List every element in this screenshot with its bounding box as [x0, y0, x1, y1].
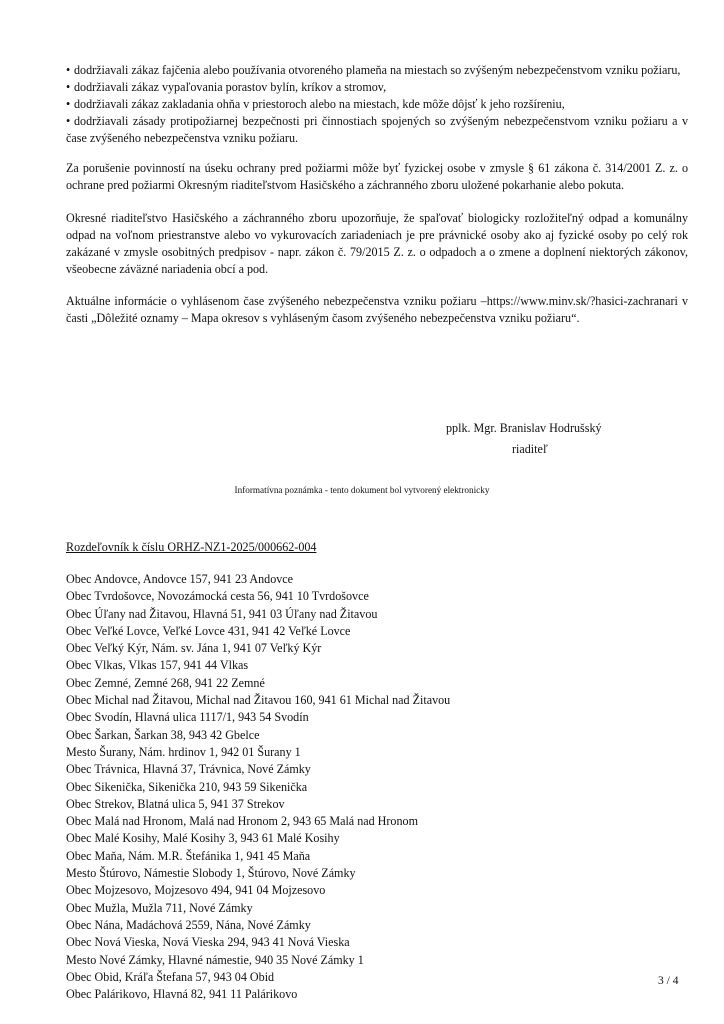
bullet-list — [66, 62, 688, 147]
list-item: Obec Mužla, Mužla 711, Nové Zámky — [66, 900, 253, 915]
warning-paragraph: Okresné riaditeľstvo Hasičského a záchranného zboru upozorňuje, že spaľovať biologicky rozložiteľný odpad a komunálny odpad na voľnom priestranstve alebo vo vykurovacích zariadeniach je pre právnické osoby ako aj fyzické osoby po celý rok zakázané v zmysle osobitných predpisov - napr. zákon č. 79/2015 Z. z. o odpadoch a o zmene a doplnení niektorých zákonov, všeobecne záväzné nariadenia obcí a pod. — [66, 211, 688, 276]
penalty-paragraph: Za porušenie povinností na úseku ochrany pred požiarmi môže byť fyzickej osobe v zmysle § 61 zákona č. 314/2001 Z. z. o ochrane pred požiarmi Okresným riaditeľstvom Hasičského a záchranného zboru uložené pokarhanie alebo pokuta. — [66, 161, 688, 192]
bullet-item — [66, 96, 688, 113]
list-item: Obec Maňa, Nám. M.R. Štefánika 1, 941 45 Maňa — [66, 848, 311, 863]
bullet-item — [66, 79, 688, 96]
electronic-document-note: Informatívna poznámka - tento dokument bol vytvorený elektronicky — [234, 485, 490, 495]
list-item: Obec Úľany nad Žitavou, Hlavná 51, 941 03 Úľany nad Žitavou — [66, 606, 378, 621]
list-item: Obec Mojzesovo, Mojzesovo 494, 941 04 Mojzesovo — [66, 883, 326, 898]
bullet-text: dodržiavali zákaz fajčenia alebo používania otvoreného plameňa na miestach so zvýšeným nebezpečenstvom vzniku požiaru, — [74, 63, 681, 77]
list-item: Obec Tvrdošovce, Novozámocká cesta 56, 941 10 Tvrdošovce — [66, 589, 369, 604]
list-item: Mesto Nové Zámky, Hlavné námestie, 940 35 Nové Zámky 1 — [66, 952, 364, 967]
bullet-text: dodržiavali zásady protipožiarnej bezpečnosti pri činnostiach spojených so zvýšeným nebezpečenstvom vzniku požiaru a v čase zvýšeného nebezpečenstva vzniku požiaru. — [66, 114, 688, 145]
list-item: Obec Svodín, Hlavná ulica 1117/1, 943 54 Svodín — [66, 710, 309, 725]
page-number: 3 / 4 — [658, 975, 679, 987]
list-item: Obec Strekov, Blatná ulica 5, 941 37 Strekov — [66, 796, 285, 811]
list-item: Mesto Šurany, Nám. hrdinov 1, 942 01 Šurany 1 — [66, 744, 301, 759]
signatory-name: pplk. Mgr. Branislav Hodrušský — [446, 421, 602, 435]
list-item: Obec Michal nad Žitavou, Michal nad Žitavou 160, 941 61 Michal nad Žitavou — [66, 693, 451, 708]
list-item: Obec Obid, Kráľa Štefana 57, 943 04 Obid — [66, 969, 275, 984]
bullet-text: dodržiavali zákaz vypaľovania porastov bylín, kríkov a stromov, — [74, 80, 387, 94]
list-item: Obec Malé Kosihy, Malé Kosihy 3, 943 61 Malé Kosihy — [66, 831, 340, 846]
bullet-item — [66, 113, 688, 147]
list-item: Obec Sikenička, Sikenička 210, 943 59 Sikenička — [66, 779, 308, 794]
distribution-title: Rozdeľovník k číslu ORHZ-NZ1-2025/000662-004 — [66, 540, 317, 554]
list-item: Obec Šarkan, Šarkan 38, 943 42 Gbelce — [66, 727, 260, 742]
list-item: Obec Zemné, Zemné 268, 941 22 Zemné — [66, 675, 265, 690]
list-item: Obec Veľký Kýr, Nám. sv. Jána 1, 941 07 Veľký Kýr — [66, 641, 322, 656]
list-item: Mesto Štúrovo, Námestie Slobody 1, Štúrovo, Nové Zámky — [66, 866, 356, 881]
list-item: Obec Andovce, Andovce 157, 941 23 Andovce — [66, 572, 294, 586]
distribution-list — [66, 571, 626, 1003]
list-item: Obec Malá nad Hronom, Malá nad Hronom 2, 943 65 Malá nad Hronom — [66, 814, 418, 829]
list-item: Obec Trávnica, Hlavná 37, Trávnica, Nové Zámky — [66, 762, 311, 777]
list-item: Obec Nána, Madáchová 2559, Nána, Nové Zámky — [66, 917, 311, 932]
bullet-item — [66, 62, 688, 79]
bullet-text: dodržiavali zákaz zakladania ohňa v priestoroch alebo na miestach, kde môže dôjsť k jeho rozšíreniu, — [74, 97, 565, 111]
signatory-role: riaditeľ — [512, 442, 548, 456]
list-item: Obec Palárikovo, Hlavná 82, 941 11 Palárikovo — [66, 987, 298, 1002]
list-item: Obec Veľké Lovce, Veľké Lovce 431, 941 42 Veľké Lovce — [66, 623, 351, 638]
bullet-marker: • — [66, 63, 71, 77]
info-paragraph: Aktuálne informácie o vyhlásenom čase zvýšeného nebezpečenstva vzniku požiaru –https://www.minv.sk/?hasici-zachranari v časti „Dôležité oznamy – Mapa okresov s vyhláseným časom zvýšeného nebezpečenstva vzniku požiaru“. — [66, 294, 688, 325]
list-item: Obec Nová Vieska, Nová Vieska 294, 943 41 Nová Vieska — [66, 935, 350, 950]
bullet-marker: • — [66, 80, 71, 94]
bullet-marker: • — [66, 97, 71, 111]
list-item: Obec Vlkas, Vlkas 157, 941 44 Vlkas — [66, 658, 249, 673]
bullet-marker: • — [66, 114, 71, 128]
